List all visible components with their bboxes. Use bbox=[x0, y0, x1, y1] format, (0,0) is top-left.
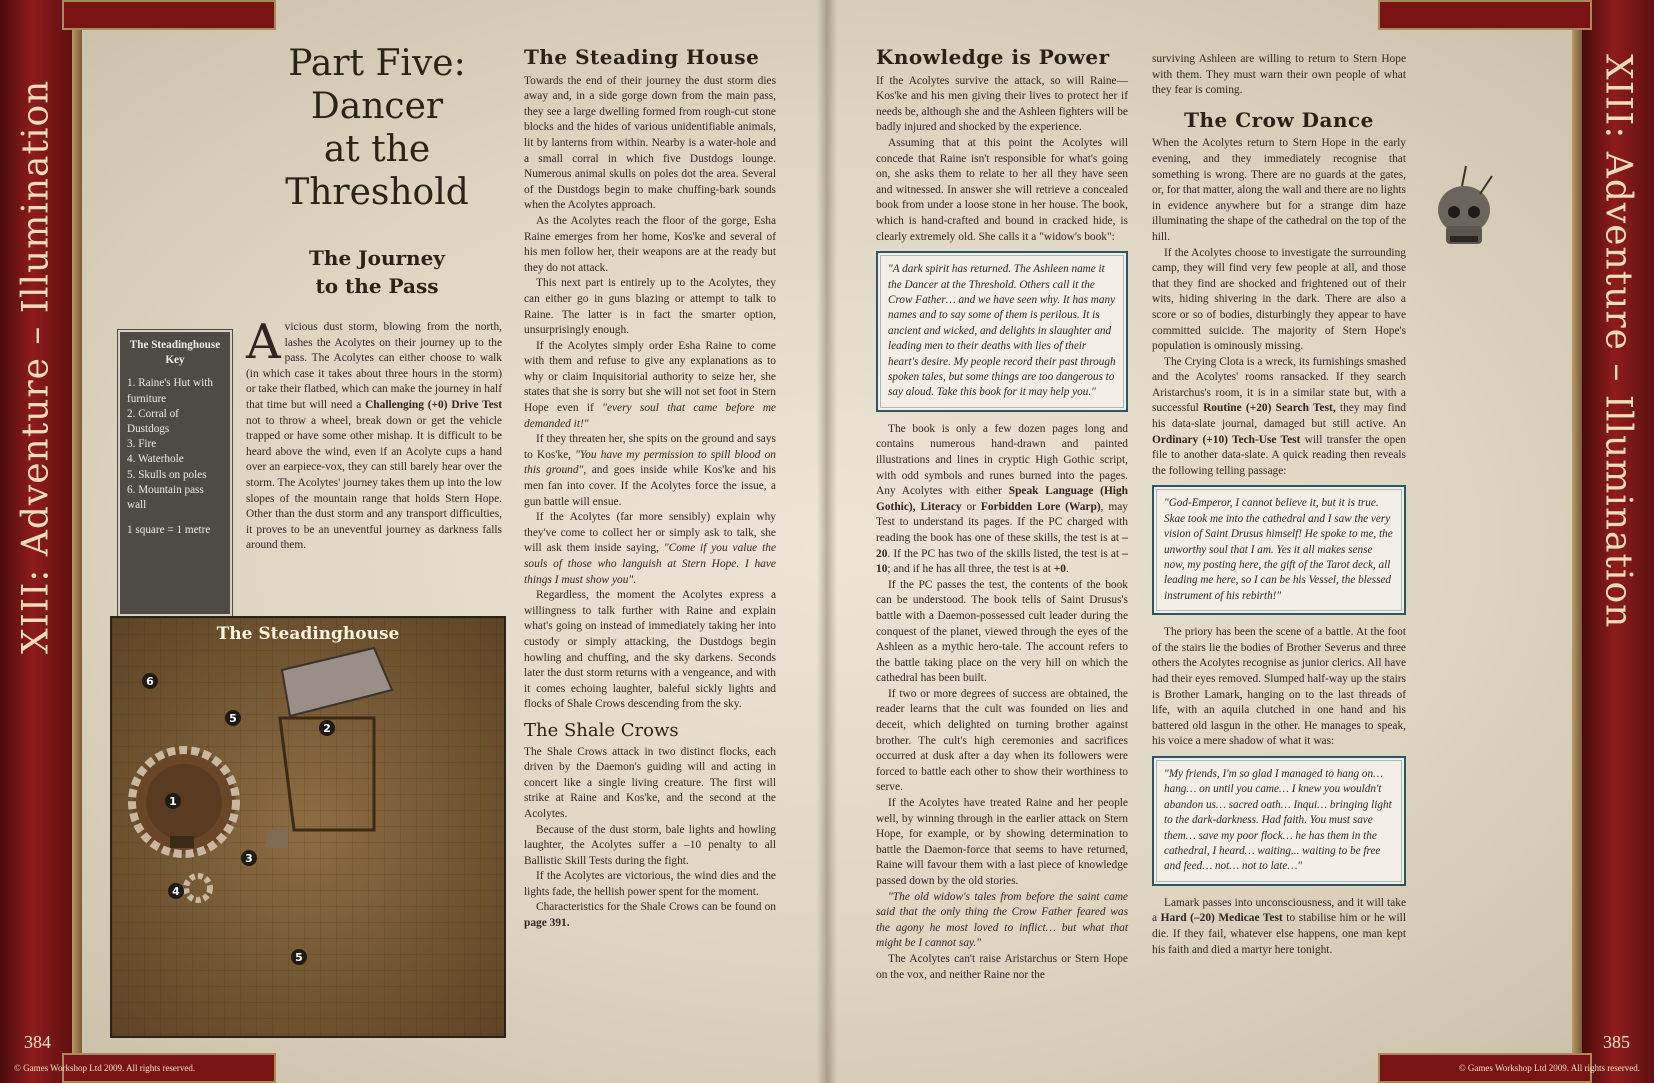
text-run: . bbox=[1065, 563, 1069, 576]
left-trim bbox=[72, 0, 82, 1083]
map-key-item: 4. Waterhole bbox=[127, 453, 184, 466]
title-line: at the bbox=[323, 129, 431, 170]
right-trim bbox=[1572, 0, 1582, 1083]
paragraph: The Acolytes can't raise Aristarchus or Stern Hope on the vox, and neither Raine nor the bbox=[876, 952, 1128, 981]
page-number-left: 384 bbox=[24, 1032, 51, 1052]
title-line: Part Five: bbox=[288, 43, 466, 84]
quote-run: "You have my permission to spill blood on this ground" bbox=[524, 448, 776, 477]
chapter-title bbox=[246, 42, 508, 214]
page-gutter bbox=[817, 0, 837, 1083]
right-chapter-bar bbox=[1582, 0, 1654, 1083]
paragraph bbox=[524, 339, 776, 433]
widows-book-quote: "A dark spirit has returned. The Ashleen name it the Dancer at the Threshold. Others call it the Crow Father… and we have seen why. It has many names and to say some of them is perilous. It is ancient and wicked, and delights in slaughter and leading men to their deaths with lies of their heart's desire. My people record their past through spoken tales, but some things are too dangerous to say aloud. Take this book for it may help you." bbox=[876, 251, 1128, 412]
map-marker-2: 2 bbox=[323, 722, 331, 735]
text-run: The Crying Clota is a wreck, its furnishings smashed and the Acolytes' rooms ransacked. If they search Aristarchus's room, it is in a similar state but, with a successful bbox=[1152, 355, 1406, 415]
paragraph: Towards the end of their journey the dust storm dies away and, in a side gorge down from the main pass, they see a large dwelling formed from rough-cut stone blocks and the hides of various unidentifiable animals, lit by lanterns from within. Nearby is a water-hole and a small corral in which five Dustdogs lounge. Numerous animal skulls on poles dot the area. Several of the Dustdogs begin to make chuffing-bark sounds when the Acolytes approach. bbox=[524, 74, 776, 212]
text-run: not to throw a wheel, break down or get the vehicle trapped or have some other mishap. It is difficult to be heard above the wind, even if an Acolyte cups a hand over an earpiece-vox, they can still barely hear over the storm. The Acolytes' journey takes them up into the low slopes of the mountain range that holds Stern Hope. Other than the dust storm and any transport difficulties, it proves to be an uneventful journey as darkness falls around them. bbox=[246, 414, 502, 552]
paragraph: surviving Ashleen are willing to return to Stern Hope with them. They must warn their own people of what they fear is coming. bbox=[1152, 53, 1406, 97]
text-run: or bbox=[961, 500, 981, 513]
text-run: Lamark passes into unconsciousness, and it will take a bbox=[1152, 896, 1406, 925]
paragraph: As the Acolytes reach the floor of the gorge, Esha Raine emerges from her home, Kos'ke and several of his men follow her, their weapons are at the ready but they do not attack. bbox=[524, 214, 776, 274]
text-run: If the Acolytes simply order Esha Raine to come with them and refuse to give any explanations as to why or claim Inquisitorial authority to seize her, she states that she is sorry but she will not set foot in Stern Hope even if bbox=[524, 339, 776, 415]
map-marker-4: 4 bbox=[172, 885, 180, 898]
modifier: –10 bbox=[876, 547, 1128, 576]
right-chapter-label: XIII: Adventure – Illumination bbox=[1597, 54, 1639, 629]
section-subtitle bbox=[246, 244, 508, 300]
paragraph bbox=[524, 432, 776, 510]
subtitle-line: The Journey bbox=[309, 246, 445, 270]
map-key-title: The Steadinghouse Key bbox=[129, 339, 221, 367]
steadinghouse-map bbox=[110, 616, 506, 1038]
test-name: Routine (+20) Search Test, bbox=[1203, 402, 1336, 415]
map-key-list bbox=[127, 376, 223, 513]
text-run: to stabilise him or he will die. If they fail, whatever else happens, one man kept his faith and died a martyr here tonight. bbox=[1152, 912, 1407, 956]
paragraph bbox=[524, 900, 776, 931]
crow-dance-heading: The Crow Dance bbox=[1184, 107, 1374, 132]
text-run: The book is only a few dozen pages long and contains numerous hand-drawn and painted illustrations and lines in cryptic High Gothic script, with odd symbols and runes burned into the pages. Any Acolytes with either bbox=[876, 422, 1128, 498]
title-line: Threshold bbox=[285, 172, 469, 213]
subtitle-line: to the Pass bbox=[315, 274, 439, 298]
text-run: If they threaten her, she spits on the ground and says to Kos'ke, bbox=[524, 433, 776, 461]
text-run: If the Acolytes (far more sensibly) explain why they've come to collect her or simply ask to talk, she will ask them inside saying, bbox=[524, 511, 776, 555]
text-run: Characteristics for the Shale Crows can be found on bbox=[536, 901, 776, 914]
paragraph: "The old widow's tales from before the saint came said that the only thing the Crow Father feared was the agony he most loved to inflict… but what that might be I cannot say." bbox=[876, 890, 1128, 950]
modifier: –20 bbox=[876, 531, 1128, 560]
map-key-item: 1. Raine's Hut with furniture bbox=[127, 377, 213, 405]
map-title: The Steadinghouse bbox=[216, 624, 400, 644]
map-key-item: 6. Mountain pass wall bbox=[127, 483, 204, 512]
title-line: Dancer bbox=[310, 86, 444, 127]
text-run: . bbox=[633, 573, 637, 586]
text-run: they may find his data-slate journal, damaged but still active. An bbox=[1152, 402, 1406, 431]
page-reference: page 391. bbox=[524, 917, 570, 930]
page-number-right: 385 bbox=[1603, 1032, 1630, 1052]
copyright-right: © Games Workshop Ltd 2009. All rights reserved. bbox=[1458, 1063, 1640, 1073]
left-chapter-label: XIII: Adventure – Illumination bbox=[15, 79, 57, 654]
shale-crows-heading: The Shale Crows bbox=[524, 719, 679, 741]
text-run: . If the PC has two of the skills listed, the test is at bbox=[887, 547, 1123, 560]
paragraph: Because of the dust storm, bale lights and howling laughter, the Acolytes suffer a –10 penalty to all Ballistic Skill Tests during the fight. bbox=[524, 823, 776, 867]
paragraph: The priory has been the scene of a battle. At the foot of the stairs lie the bodies of Brother Severus and three others the Acolytes recognise as junior clerics. All have had their eyes removed. Slumped half-way up the stairs is Brother Lamark, hanging on to the last threads of life, with an aquila clutched in one hand and his battered old lasgun in the other. He manages to speak, his voice a mere shadow of what it was: bbox=[1152, 626, 1406, 748]
text-run: will transfer the open file to another data-slate. A quick reading then reveals the following telling passage: bbox=[1152, 433, 1407, 477]
copyright-left: © Games Workshop Ltd 2009. All rights reserved. bbox=[14, 1063, 196, 1073]
map-scale: 1 square = 1 metre bbox=[127, 524, 211, 537]
map-marker-5b: 5 bbox=[295, 951, 303, 964]
steading-house-heading: The Steading House bbox=[524, 45, 760, 69]
text-run: vicious dust storm, blowing from the north, lashes the Acolytes on their journey up to the pass. The Acolytes can either choose to walk (in which case it takes about three hours in the storm) or take their flatbed, which can make the journey in half that time but will need a bbox=[246, 321, 502, 411]
lamark-quote: "My friends, I'm so glad I managed to hang on… hang… on until you came… I knew you wouldn't abandon us… sacred oath… Inqui… bringing light to the dark-darkness. Had faith. You must save them… save my poor flock… he has them in the cathedral, I heard… waiting... waiting to be free and feed… not… not to late…" bbox=[1152, 756, 1406, 886]
paragraph: If two or more degrees of success are obtained, the reader learns that the cult was founded on lies and deceit, which delighted on turning brother against brother. The cult's high ceremonies and sacrifices occurred at dusk after a day when its followers were forced to battle each other to show their worthiness to serve. bbox=[876, 687, 1128, 794]
knowledge-column bbox=[876, 45, 1128, 983]
paragraph: If the Acolytes choose to investigate the surrounding camp, they will find very few people at all, and those that they find are shocked and frightened out of their wits, hiding shivering in the dark. There are also a score or so of bodies, disturbingly they appear to have committed suicide. The majority of Stern Hope's population is ominously missing. bbox=[1152, 246, 1406, 353]
map-marker-6: 6 bbox=[146, 675, 154, 688]
journal-quote: "God-Emperor, I cannot believe it, but it is true. Skae took me into the cathedral and I saw the very vision of Saint Drusus himself! He spoke to me, the unworthy soul that I am. Yes it all makes sense now, my posting here, the gift of the Tarot deck, all leading me here, so I can be his Vessel, the blessed instrument of his rebirth!" bbox=[1152, 485, 1406, 615]
paragraph: If the Acolytes survive the attack, so will Raine—Kos'ke and his men giving their lives to protect her if needs be, although she and the Ashleen fighters will be badly injured and shocked by the experience. bbox=[876, 74, 1128, 134]
paragraph bbox=[1152, 355, 1406, 480]
skill-name: Speak Language (High Gothic), Literacy bbox=[876, 485, 1128, 513]
paragraph: If the Acolytes have treated Raine and her people well, by winning through in the earlier attack on Stern Hope, for example, or by showing determination to battle the Daemon-force that seems to have returned, Raine will favour them with a last piece of knowledge passed down by the old stories. bbox=[876, 797, 1128, 887]
skill-name: Forbidden Lore (Warp) bbox=[980, 500, 1101, 513]
paragraph: Regardless, the moment the Acolytes express a willingness to talk further with Raine and explain what's going on instead of immediately taking her into custody or simply attacking, the Dustdogs begin howling and chuffing, and the sky darkens. Seconds later the dust storm returns with a vengeance, and with it comes echoing laughter, baleful sickly lights and flocks of Shale Crows descending from the sky. bbox=[524, 589, 776, 711]
paragraph bbox=[524, 510, 776, 588]
test-name: Challenging (+0) Drive Test bbox=[365, 398, 502, 411]
modifier: +0 bbox=[1053, 563, 1066, 576]
quote-run: "every soul that came before me demanded it!" bbox=[524, 402, 776, 430]
crow-dance-column bbox=[1152, 52, 1406, 958]
map-key-item: 2. Corral of Dustdogs bbox=[127, 407, 179, 436]
map-key-box bbox=[118, 330, 232, 616]
paragraph: If the PC passes the test, the contents of the book can be understood. The book tells of Saint Drusus's battle with a Daemon-possessed cult leader during the conquest of the planet, viewed through the eyes of the Ashleen as a mythic hero-tale. The account refers to the battle taking place on the very hill on which the cathedral has been built. bbox=[876, 578, 1128, 685]
intro-paragraph bbox=[246, 314, 502, 554]
text-run: , may Test to understand its pages. If the PC charged with reading the book has one of these skills, the test is at bbox=[876, 500, 1128, 544]
text-run: , and goes inside while Kos'ke and his men fan into cover. If the Acolytes force the issue, a gun battle will ensue. bbox=[524, 464, 776, 508]
left-chapter-bar bbox=[0, 0, 72, 1083]
top-right-frame bbox=[1378, 0, 1592, 30]
map-marker-1: 1 bbox=[169, 795, 177, 808]
test-name: Ordinary (+10) Tech-Use Test bbox=[1152, 433, 1301, 446]
paragraph: When the Acolytes return to Stern Hope in the early evening, and they immediately recognise that something is wrong. There are no guards at the gates, or, for that matter, along the wall and there are no lights in evidence anywhere but for a strange dim haze illuminating the shape of the cathedral on the top of the hill. bbox=[1152, 137, 1406, 243]
test-name: Hard (–20) Medicae Test bbox=[1160, 912, 1283, 925]
paragraph bbox=[1152, 896, 1406, 958]
intro-text bbox=[246, 314, 502, 554]
skull-icon bbox=[1432, 164, 1496, 260]
paragraph: This next part is entirely up to the Acolytes, they can either go in guns blazing or attempt to talk to Raine. The latter is in fact the smarter option, unsurprisingly enough. bbox=[524, 277, 776, 337]
knowledge-heading: Knowledge is Power bbox=[876, 45, 1110, 69]
paragraph bbox=[876, 422, 1128, 578]
map-drawing bbox=[112, 618, 504, 1036]
map-key-item: 3. Fire bbox=[127, 438, 157, 451]
steading-house-column bbox=[524, 45, 776, 932]
map-key-item: 5. Skulls on poles bbox=[127, 468, 207, 481]
paragraph: If the Acolytes are victorious, the wind dies and the lights fade, the hellish power spent for the moment. bbox=[524, 870, 776, 898]
map-marker-3: 3 bbox=[245, 852, 253, 865]
paragraph: The Shale Crows attack in two distinct flocks, each driven by the Daemon's guiding will and acting in concert like a single living creature. The first will strike at Raine and Kos'ke, and the second at the Acolytes. bbox=[524, 745, 776, 820]
top-left-frame bbox=[62, 0, 276, 30]
map-marker-5: 5 bbox=[229, 712, 237, 725]
paragraph: Assuming that at this point the Acolytes will concede that Raine isn't responsible for what's going on, she asks them to relate to her all they have seen and witnessed. In answer she will retrieve a concealed book from under a loose stone in her house. The book, which is hand-crafted and bound in cracked hide, is clearly extremely old. She calls it a "widow's book": bbox=[876, 136, 1128, 243]
quote-run: "Come if you value the souls of those who languish at Stern Hope. I have things I must show you" bbox=[524, 542, 776, 586]
text-run: ; and if he has all three, the test is at bbox=[887, 563, 1054, 576]
drop-cap: A bbox=[246, 314, 281, 370]
